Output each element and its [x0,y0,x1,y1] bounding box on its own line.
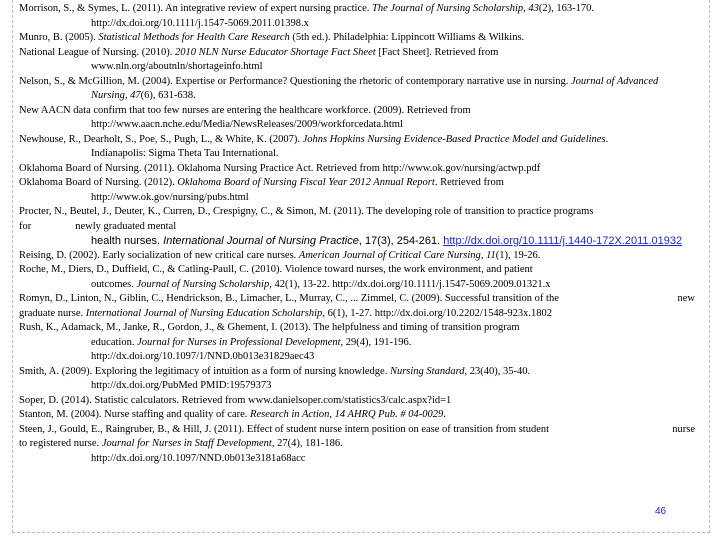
procter-doi-link[interactable]: http://dx.doi.org/10.1111/j.1440-172X.2011.01932 [443,235,683,247]
page-number: 46 [655,506,667,517]
reference-obn-2012: Oklahoma Board of Nursing. (2012). Oklahoma Board of Nursing Fiscal Year 2012 Annual Report. Retrieved from http://www.ok.gov/nursing/pubs.html [19,177,504,203]
reference-reising: Reising, D. (2002). Early socialization of new critical care nurses. American Journal of Critical Care Nursing, 11(1), 19-26. [19,249,541,261]
reference-procter: Procter, N., Beutel, J., Deuter, K., Curren, D., Crespigny, C., & Simon, M. (2011). The developing role of transition to practice programs for newly graduated mental [19,206,594,232]
reference-rush: Rush, K., Adamack, M., Janke, R., Gordon, J., & Ghement, I. (2013). The helpfulness and timing of transition program education. Journal for Nurses in Professional Development, 29(4), 191-196. http://dx.doi.org/10.1097/1/NND.0b013e31829aec43 [19,322,520,362]
reference-roche: Roche, M., Diers, D., Duffield, C., & Catling-Paull, C. (2010). Violence toward nurses, the work environment, and patient outcomes. Journal of Nursing Scholarship, 42(1), 13-22. http://dx.doi.org/10.1111/j.1547-5069.2009.01321.x [19,264,551,290]
reference-smith: Smith, A. (2009). Exploring the legitimacy of intuition as a form of nursing knowledge. Nursing Standard, 23(40), 35-40. http://dx.doi.org/PubMed PMID:19579373 [19,365,531,391]
reference-procter-cont: health nurses. International Journal of Nursing Practice, 17(3), 254-261. http://dx.doi.org/10.1111/j.1440-172X.2011.01932 [91,235,683,247]
reference-obn-2011: Oklahoma Board of Nursing. (2011). Oklahoma Nursing Practice Act. Retrieved from http://www.ok.gov/nursing/actwp.pdf [19,162,541,174]
reference-soper: Soper, D. (2014). Statistic calculators. Retrieved from www.danielsoper.com/statistics3/calc.aspx?id=1 [19,394,452,406]
reference-nln: National League of Nursing. (2010). 2010 NLN Nurse Educator Shortage Fact Sheet [Fact Sheet]. Retrieved from www.nln.org/aboutnln/shortageinfo.html [19,46,499,72]
reference-newhouse: Newhouse, R., Dearholt, S., Poe, S., Pugh, L., & White, K. (2007). Johns Hopkins Nursing Evidence-Based Practice Model and Guidelines. Indianapolis: Sigma Theta Tau International. [19,133,609,159]
reference-list [19,2,695,466]
reference-morrison: Morrison, S., & Symes, L. (2011). An integrative review of expert nursing practice. The Journal of Nursing Scholarship, 43(2), 163-170. http://dx.doi.org/10.1111/j.1547-5069.2011.01398.x [19,3,595,29]
reference-munro: Munro, B. (2005). Statistical Methods for Health Care Research (5th ed.). Philadelphia: Lippincott Williams & Wilkins. [19,32,525,43]
reference-romyn: Romyn, D., Linton, N., Giblin, C., Hendrickson, B., Limacher, L., Murray, C., ... Zimmel, C. (2009). Successful transition of the new graduate nurse. International Journal of Nursing Education Scholarship, 6(1), 1-27. http://dx.doi.org/10.2202/1548-923x.1802 [19,293,695,319]
reference-stanton: Stanton, M. (2004). Nurse staffing and quality of care. Research in Action, 14 AHRQ Pub. # 04-0029. [19,409,446,420]
reference-aacn: New AACN data confirm that too few nurses are entering the healthcare workforce. (2009). Retrieved from http://www.aacn.nche.edu/Media/NewsReleases/2009/workforcedata.html [19,104,471,130]
reference-steen: Steen, J., Gould, E., Raingruber, B., & Hill, J. (2011). Effect of student nurse intern position on ease of transition from student nurse to registered nurse. Journal for Nurses in Staff Development, 27(4), 181-186. http://dx.doi.org/10.1097/NND.0b013e3181a68acc [19,423,695,464]
reference-nelson: Nelson, S., & McGillion, M. (2004). Expertise or Performance? Questioning the rhetoric of contemporary narrative use in nursing. Journal of Advanced Nursing, 47(6), 631-638. [19,75,659,101]
